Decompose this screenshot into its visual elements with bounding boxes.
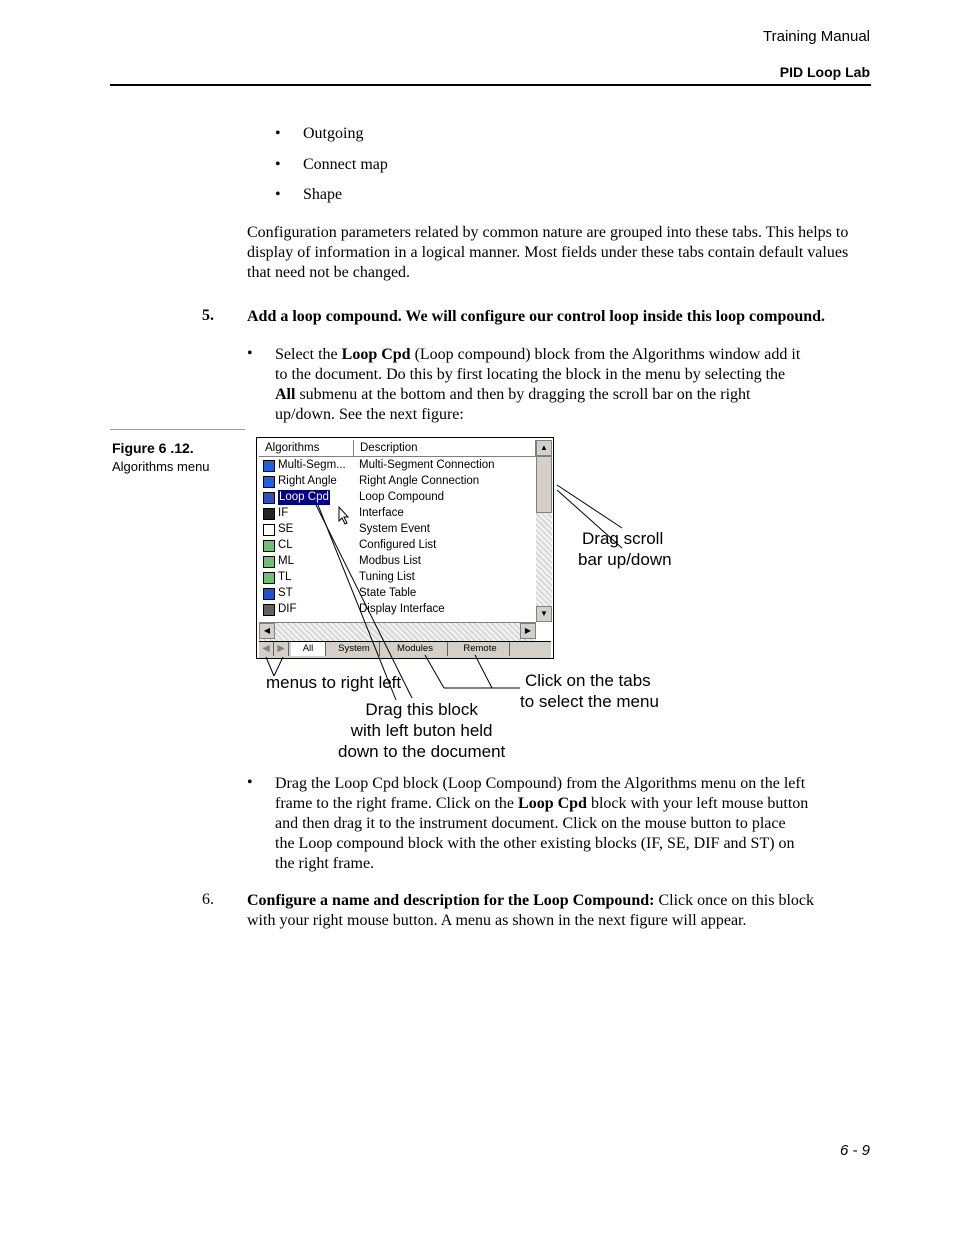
step6-paragraph: [247, 891, 814, 931]
algorithm-description: Configured List: [359, 539, 437, 551]
tab-modules[interactable]: Modules: [383, 642, 448, 656]
column-header-algorithms[interactable]: Algorithms: [259, 440, 354, 457]
algorithm-description: Tuning List: [359, 571, 415, 583]
algorithm-name: SE: [278, 523, 294, 535]
tab-remote[interactable]: Remote: [451, 642, 510, 656]
algorithm-name: ML: [278, 555, 294, 567]
algorithm-name: DIF: [278, 603, 297, 615]
tab-scroll-right-icon[interactable]: ▶: [274, 642, 289, 656]
algorithm-description: Modbus List: [359, 555, 422, 567]
scroll-down-icon[interactable]: ▼: [536, 606, 552, 622]
bullet-dot: •: [247, 345, 253, 362]
annotation-scroll: Drag scroll bar up/down: [578, 529, 672, 569]
algorithm-description: Loop Compound: [359, 491, 445, 503]
algorithm-name: Multi-Segm...: [278, 459, 346, 471]
step-title: Add a loop compound. We will configure our control loop inside this loop compound.: [247, 308, 826, 325]
text-line: the right frame.: [275, 855, 375, 872]
tab-scroll-left-icon[interactable]: ◀: [259, 642, 274, 656]
algorithm-description: Display Interface: [359, 603, 445, 615]
tab-system[interactable]: System: [329, 642, 380, 656]
text-line: Select the Loop Cpd (Loop compound) block from the Algorithms window add it: [275, 346, 801, 363]
column-header-description[interactable]: Description: [354, 440, 536, 457]
algorithm-description: Multi-Segment Connection: [359, 459, 495, 471]
manual-title: Training Manual: [763, 28, 870, 45]
scroll-right-icon[interactable]: ▶: [520, 623, 536, 639]
bullet-dot: •: [247, 774, 253, 791]
algorithm-name: Loop Cpd: [279, 491, 329, 503]
annotation-menus: menus to right left: [266, 673, 402, 692]
algorithm-name: CL: [278, 539, 293, 551]
text-line: Drag the Loop Cpd block (Loop Compound) from the Algorithms menu on the left: [275, 775, 806, 792]
algorithm-description: State Table: [359, 587, 417, 599]
text-line: and then drag it to the instrument document. Click on the mouse button to place: [275, 815, 786, 832]
bullet-drag-paragraph: [275, 774, 808, 874]
algorithm-name: ST: [278, 587, 293, 599]
algorithm-description: System Event: [359, 523, 430, 535]
algorithm-description: Interface: [359, 507, 404, 519]
algorithm-name: Right Angle: [278, 475, 337, 487]
algorithm-name: IF: [278, 507, 289, 519]
text-line: to the document. Do this by first locating the block in the menu by selecting the: [275, 366, 786, 383]
figure-label: Figure 6 .12.: [112, 440, 194, 456]
figure-caption: Algorithms menu: [112, 459, 210, 474]
scroll-up-icon[interactable]: ▲: [536, 440, 552, 456]
scroll-left-icon[interactable]: ◀: [259, 623, 275, 639]
section-title: PID Loop Lab: [779, 64, 870, 80]
text-line: frame to the right frame. Click on the Loop Cpd block with your left mouse button: [275, 795, 809, 812]
algorithm-name: TL: [278, 571, 292, 583]
text-line: up/down. See the next figure:: [275, 406, 464, 423]
intro-paragraph: Configuration parameters related by common nature are grouped into these tabs. This helps to display of information in a logical manner. Most fields under these tabs contain default values that need not be changed.: [247, 224, 849, 281]
text-line: All submenu at the bottom and then by dragging the scroll bar on the right: [275, 386, 751, 403]
annotation-tabs: Click on the tabs to select the menu: [520, 671, 659, 711]
annotation-drag: Drag this block with left buton held down to the document: [338, 700, 506, 761]
tab-all[interactable]: All: [291, 642, 326, 656]
text-line: the Loop compound block with the other existing blocks (IF, SE, DIF and ST) on: [275, 835, 795, 852]
algorithm-description: Right Angle Connection: [359, 475, 480, 487]
step-number: 6.: [202, 891, 214, 908]
text-line: Configure a name and description for the Loop Compound: Click once on this block: [247, 892, 814, 909]
mouse-cursor-icon: [339, 507, 348, 524]
text-line: with your right mouse button. A menu as shown in the next figure will appear.: [247, 912, 747, 929]
page-number: 6 - 9: [839, 1142, 870, 1159]
step-number: 5.: [202, 307, 214, 324]
